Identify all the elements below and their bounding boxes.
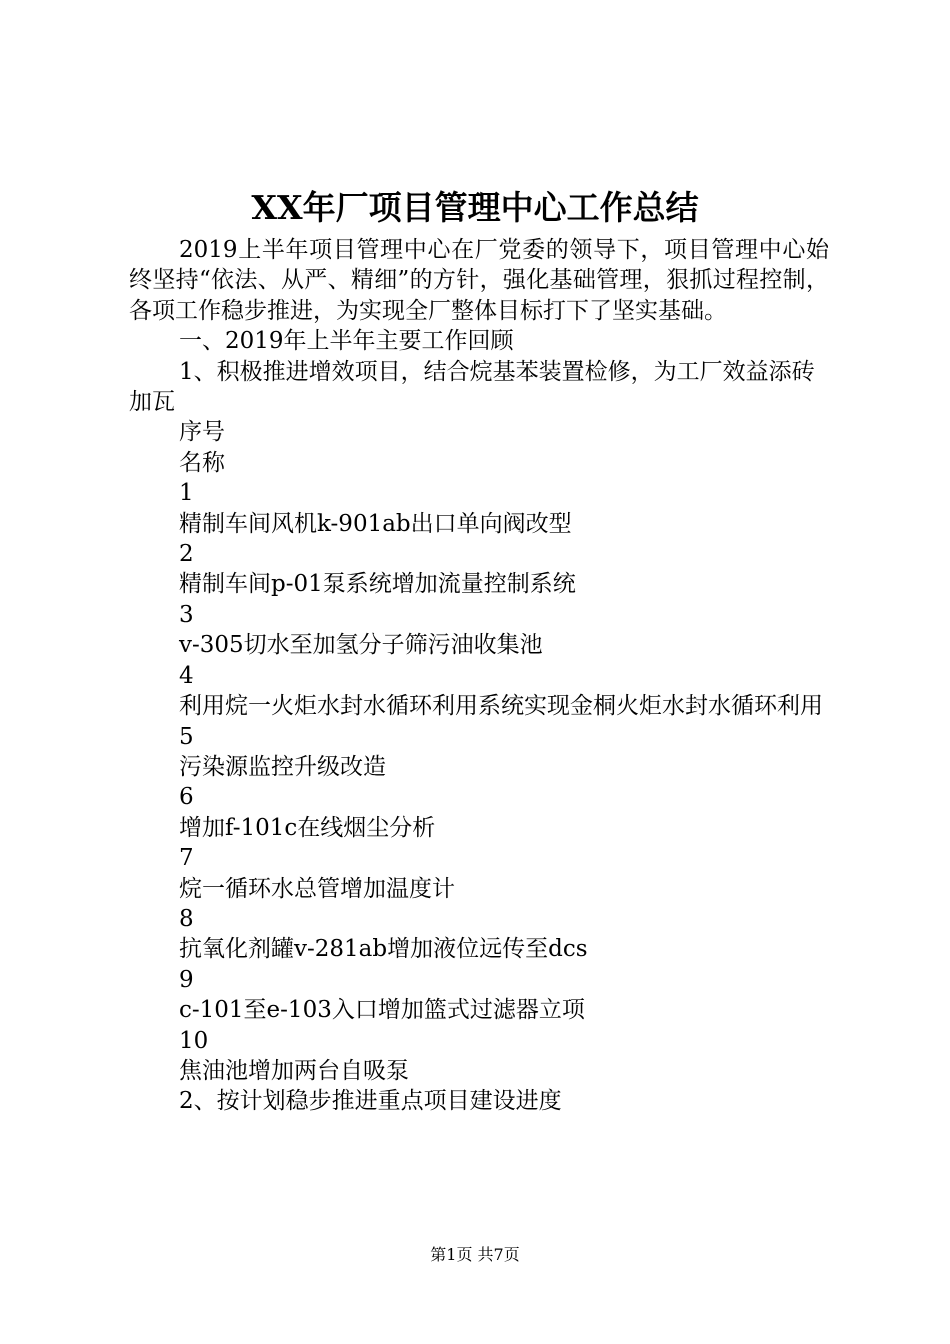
item-1-paragraph: 1、积极推进增效项目，结合烷基苯装置检修，为工厂效益添砖加瓦 — [129, 358, 815, 416]
row-number: 1 — [179, 480, 194, 507]
row-name: 精制车间风机k-901ab出口单向阀改型 — [179, 510, 572, 537]
table-header-number: 序号 — [179, 419, 225, 446]
item-2-paragraph: 2、按计划稳步推进重点项目建设进度 — [179, 1088, 562, 1115]
row-name: 增加f-101c在线烟尘分析 — [179, 814, 436, 841]
row-name: v-305切水至加氢分子筛污油收集池 — [179, 632, 543, 659]
row-number: 9 — [179, 966, 194, 993]
row-number: 4 — [179, 662, 194, 689]
row-number: 2 — [179, 541, 194, 568]
row-number: 5 — [179, 723, 194, 750]
row-number: 6 — [179, 784, 194, 811]
row-name: 精制车间p-01泵系统增加流量控制系统 — [179, 571, 576, 598]
document-title: XX年厂项目管理中心工作总结 — [251, 188, 699, 227]
row-name: 利用烷一火炬水封水循环利用系统实现金桐火炬水封水循环利用 — [179, 693, 823, 720]
page-footer: 第1页 共7页 — [430, 1245, 520, 1264]
section-heading: 一、2019年上半年主要工作回顾 — [179, 328, 514, 355]
row-number: 7 — [179, 845, 194, 872]
intro-paragraph: 2019上半年项目管理中心在厂党委的领导下，项目管理中心始终坚持“依法、从严、精细”的方针，强化基础管理，狠抓过程控制，各项工作稳步推进，为实现全厂整体目标打下了坚实基础。 — [129, 237, 829, 324]
row-name: c-101至e-103入口增加篮式过滤器立项 — [179, 997, 585, 1024]
table-header-name: 名称 — [179, 449, 225, 476]
row-name: 烷一循环水总管增加温度计 — [179, 875, 455, 902]
row-number: 8 — [179, 905, 194, 932]
row-number: 10 — [179, 1027, 209, 1054]
row-number: 3 — [179, 601, 194, 628]
row-name: 焦油池增加两台自吸泵 — [179, 1057, 409, 1084]
document-body — [129, 235, 829, 1117]
row-name: 污染源监控升级改造 — [179, 753, 386, 780]
row-name: 抗氧化剂罐v-281ab增加液位远传至dcs — [179, 936, 588, 963]
